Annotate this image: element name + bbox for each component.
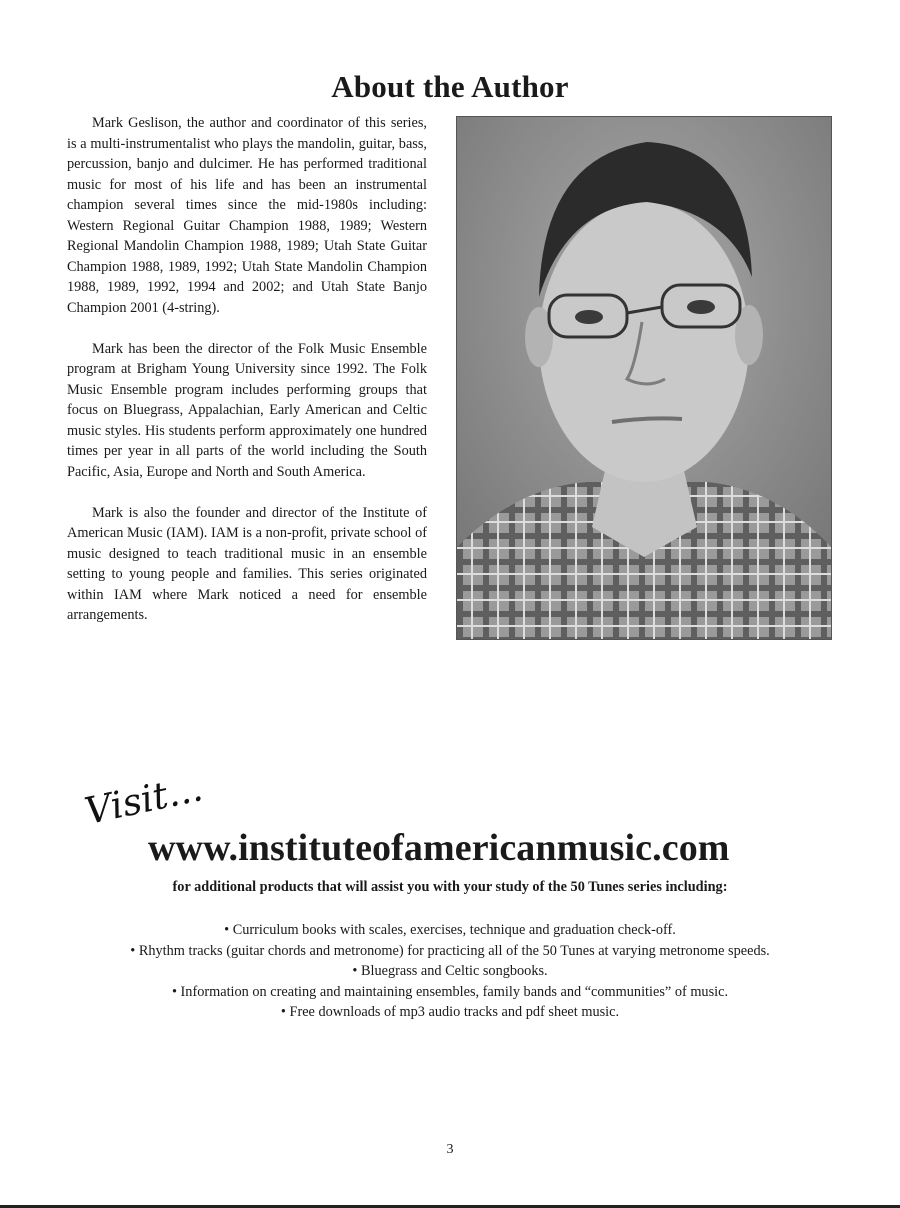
list-item: • Information on creating and maintaining ensembles, family bands and “communities” of music. [171,983,729,1000]
website-url[interactable]: www.instituteofamericanmusic.com [148,827,730,869]
promo-lead-text: for additional products that will assist you with your study of the 50 Tunes series including: [172,879,728,895]
product-list [0,920,900,1023]
author-bio [67,113,427,646]
author-photo [456,116,832,640]
list-item: • Bluegrass and Celtic songbooks. [352,963,548,979]
page-title: About the Author [331,68,569,104]
author-portrait-image [457,117,831,639]
bio-paragraph: Mark is also the founder and director of the Institute of American Music (IAM). IAM is a non-profit, private school of music designed to teach traditional music in an ensemble setting to young people and families. This series originated within IAM where Mark noticed a need for ensemble arrangements. [67,504,427,623]
list-item: • Rhythm tracks (guitar chords and metronome) for practicing all of the 50 Tunes at varying metronome speeds. [130,942,770,959]
visit-label: Visit... [81,766,207,833]
list-item: • Free downloads of mp3 audio tracks and pdf sheet music. [280,1004,620,1020]
bio-paragraph: Mark has been the director of the Folk Music Ensemble program at Brigham Young University since 1992. The Folk Music Ensemble program includes performing groups that focus on Bluegrass, Appalachian, Early American and Celtic music styles. His students perform approximately one hundred times per year in all parts of the world including the South Pacific, Asia, Europe and North and South America. [67,340,427,480]
list-item: • Curriculum books with scales, exercises, technique and graduation check-off. [224,922,676,938]
page-number: 3 [446,1142,454,1157]
bio-paragraph: Mark Geslison, the author and coordinator of this series, is a multi-instrumentalist who plays the mandolin, guitar, bass, percussion, banjo and dulcimer. He has performed traditional music for most of his life and has been an instrumental champion several times since the mid-1980s including: Western Regional Guitar Champion 1988, 1989; Western Regional Mandolin Champion 1988, 1989; Utah State Guitar Champion 1988, 1989, 1992; Utah State Mandolin Champion 1988, 1989, 1992, 1994 and 2002; and Utah State Banjo Champion 2001 (4-string). [67,115,427,316]
